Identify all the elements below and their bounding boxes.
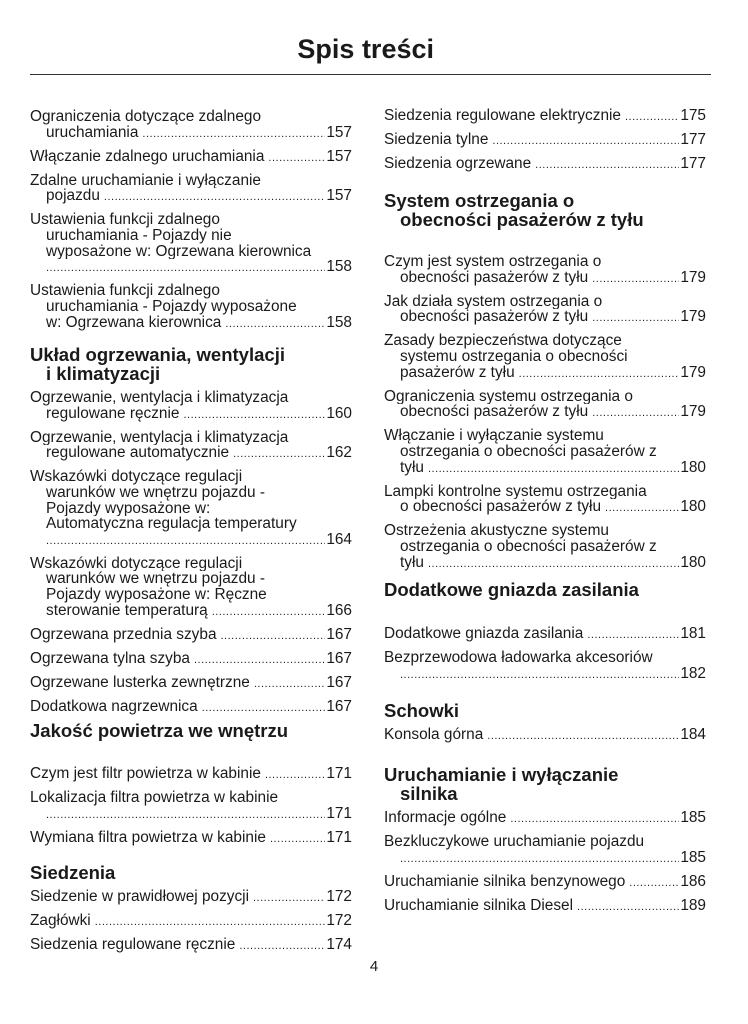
toc-page-number[interactable]: 167: [326, 650, 352, 667]
dot-leader: [577, 900, 679, 916]
toc-entry-last-line: [30, 675, 352, 693]
toc-page-number[interactable]: 180: [680, 499, 706, 516]
dot-leader: [592, 311, 679, 327]
toc-entry-text: tyłu: [400, 554, 424, 571]
toc-entry-line: Zdalne uruchamianie i wyłączanie: [30, 172, 261, 189]
toc-page-number[interactable]: 162: [326, 445, 352, 462]
toc-entry-text: Dodatkowe gniazda zasilania: [384, 626, 584, 642]
toc-entry-line: Ogrzewanie, wentylacja i klimatyzacja: [30, 429, 289, 446]
toc-entry-last-line: [30, 830, 352, 848]
toc-entry-last-line: [384, 404, 706, 422]
toc-entry[interactable]: [384, 626, 706, 644]
dot-leader: [592, 406, 679, 422]
dot-leader: [428, 557, 679, 573]
toc-entry-text: Dodatkowa nagrzewnica: [30, 699, 198, 715]
dot-leader: [400, 668, 679, 684]
toc-entry[interactable]: [30, 173, 352, 206]
toc-entry-line: ostrzegania o obecności pasażerów z: [400, 443, 657, 460]
toc-page-number[interactable]: 157: [326, 124, 352, 141]
toc-entry-line: Jak działa system ostrzegania o: [384, 293, 603, 310]
toc-page-number[interactable]: 179: [680, 269, 706, 286]
toc-entry-last-line: [30, 445, 352, 463]
toc-page-number[interactable]: 174: [326, 937, 352, 954]
toc-page-number[interactable]: 172: [326, 913, 352, 930]
toc-entry-last-line: [384, 460, 706, 478]
toc-entry-text: pojazdu: [46, 188, 100, 205]
toc-entry-line: Bezkluczykowe uruchamianie pojazdu: [384, 834, 645, 850]
toc-page-number[interactable]: 179: [680, 404, 706, 421]
toc-entry[interactable]: [384, 484, 706, 517]
toc-entry-text: Czym jest filtr powietrza w kabinie: [30, 766, 261, 782]
toc-entry[interactable]: [384, 333, 706, 382]
toc-page-number[interactable]: 167: [326, 626, 352, 643]
toc-entry-last-line: [30, 627, 352, 645]
toc-entry-line: uruchamiania - Pojazdy wyposażone: [46, 298, 297, 315]
toc-entry-last-line: [384, 309, 706, 327]
toc-page-number[interactable]: 158: [326, 314, 352, 331]
toc-page-number[interactable]: 172: [326, 889, 352, 905]
toc-entry-line: Ograniczenia dotyczące zdalnego: [30, 109, 262, 125]
toc-entry-last-line: [30, 937, 352, 955]
toc-section: [30, 721, 352, 854]
toc-page-number[interactable]: 164: [326, 531, 352, 548]
section-heading: [30, 345, 352, 390]
toc-entry-text: Konsola górna: [384, 727, 484, 743]
toc-entry-text: Ogrzewane lusterka zewnętrzne: [30, 674, 250, 691]
section-heading-line: silnika: [400, 783, 458, 804]
toc-entry[interactable]: [384, 389, 706, 422]
toc-page-number[interactable]: 189: [680, 897, 706, 914]
toc-entry-last-line: [30, 889, 352, 907]
toc-entry-text: Uruchamianie silnika benzynowego: [384, 873, 626, 890]
page-title-text: Spis treści: [297, 34, 434, 64]
toc-entry-last-line: [30, 766, 352, 784]
toc-entry-line: Czym jest system ostrzegania o: [384, 254, 602, 270]
toc-entry[interactable]: [30, 699, 352, 717]
section-heading-line: Siedzenia: [30, 862, 116, 883]
section-heading-line: Schowki: [384, 700, 460, 721]
toc-entry-last-line: [30, 806, 352, 824]
toc-entry-line: Bezprzewodowa ładowarka akcesoriów: [384, 650, 653, 666]
toc-entry-last-line: [30, 315, 352, 333]
toc-section: [384, 701, 706, 751]
toc-entry-text: Siedzenia tylne: [384, 132, 489, 149]
dot-leader: [202, 701, 326, 717]
dot-leader: [194, 653, 325, 669]
toc-entry-text: obecności pasażerów z tyłu: [400, 404, 589, 421]
section-heading: [384, 191, 706, 254]
toc-page-number[interactable]: 166: [326, 602, 352, 619]
section-heading: [30, 863, 352, 889]
toc-entry-last-line: [384, 132, 706, 150]
toc-entry-last-line: [384, 156, 706, 174]
toc-entry-line: Ogrzewanie, wentylacja i klimatyzacja: [30, 390, 289, 406]
toc-section: [30, 345, 352, 723]
toc-section: [384, 191, 706, 579]
section-heading-line: System ostrzegania o: [384, 190, 575, 211]
dot-leader: [487, 729, 679, 745]
toc-entry[interactable]: [30, 469, 352, 549]
toc-entry[interactable]: [30, 651, 352, 669]
toc-entry-last-line: [384, 898, 706, 916]
toc-page-number[interactable]: 157: [326, 188, 352, 205]
toc-entry-line: warunków we wnętrzu pojazdu -: [46, 571, 265, 588]
toc-entry[interactable]: [384, 810, 706, 828]
toc-entry-last-line: [384, 666, 706, 684]
toc-entry[interactable]: [30, 830, 352, 848]
toc-entry-last-line: [30, 532, 352, 550]
dot-leader: [221, 629, 326, 645]
dot-leader: [605, 501, 679, 517]
toc-entry-text: obecności pasażerów z tyłu: [400, 269, 589, 286]
toc-page-number[interactable]: 167: [326, 699, 352, 715]
dot-leader: [519, 367, 680, 383]
toc-entry-text: regulowane ręcznie: [46, 405, 180, 422]
toc-entry[interactable]: [30, 937, 352, 955]
toc-page-number[interactable]: 181: [680, 626, 706, 642]
toc-entry-text: uruchamiania: [46, 124, 139, 141]
toc-entry[interactable]: [384, 254, 706, 287]
dot-leader: [492, 134, 679, 150]
dot-leader: [104, 190, 325, 206]
dot-leader: [254, 677, 325, 693]
section-heading-line: Uruchamianie i wyłączanie: [384, 764, 619, 785]
dot-leader: [270, 832, 325, 848]
toc-entry-text: Informacje ogólne: [384, 810, 507, 826]
toc-entry[interactable]: [384, 156, 706, 174]
toc-entry-text: Siedzenia ogrzewane: [384, 156, 532, 173]
toc-entry[interactable]: [384, 523, 706, 572]
toc-entry-last-line: [30, 188, 352, 206]
toc-entry-text: Włączanie zdalnego uruchamiania: [30, 148, 265, 165]
toc-entry-line: Ostrzeżenia akustyczne systemu: [384, 523, 609, 539]
page-title: [0, 34, 732, 65]
toc-entry-last-line: [30, 699, 352, 717]
toc-entry-last-line: [384, 555, 706, 573]
toc-entry-line: Ustawienia funkcji zdalnego: [30, 283, 220, 299]
section-heading: [384, 765, 706, 810]
toc-entry-text: regulowane automatycznie: [46, 445, 230, 462]
toc-entry-text: obecności pasażerów z tyłu: [400, 309, 589, 326]
toc-entry-line: warunków we wnętrzu pojazdu -: [46, 484, 265, 501]
toc-entry[interactable]: [384, 834, 706, 867]
toc-entry[interactable]: [384, 294, 706, 327]
toc-entry[interactable]: [384, 727, 706, 745]
toc-page-number[interactable]: 160: [326, 405, 352, 422]
toc-entry[interactable]: [384, 650, 706, 683]
toc-page-number[interactable]: 185: [680, 849, 706, 866]
dot-leader: [428, 462, 679, 478]
dot-leader: [46, 808, 325, 824]
section-heading-line: obecności pasażerów z tyłu: [400, 209, 644, 230]
toc-entry[interactable]: [384, 898, 706, 916]
toc-entry[interactable]: [30, 913, 352, 931]
toc-entry-text: Uruchamianie silnika Diesel: [384, 897, 574, 914]
toc-section: [30, 109, 352, 339]
toc-entry-text: Ogrzewana przednia szyba: [30, 626, 217, 643]
toc-page-number[interactable]: 177: [680, 156, 706, 173]
toc-page-number[interactable]: 171: [326, 829, 352, 846]
toc-entry[interactable]: [30, 109, 352, 142]
toc-entry-line: Pojazdy wyposażone w:: [46, 500, 211, 517]
toc-entry-line: ostrzegania o obecności pasażerów z: [400, 538, 657, 555]
dot-leader: [625, 110, 679, 126]
section-heading-line: Dodatkowe gniazda zasilania: [384, 579, 639, 600]
toc-entry[interactable]: [30, 675, 352, 693]
dot-leader: [95, 915, 326, 931]
dot-leader: [239, 939, 325, 955]
toc-entry-text: Siedzenie w prawidłowej pozycji: [30, 889, 249, 905]
dot-leader: [183, 408, 325, 424]
toc-entry-last-line: [384, 365, 706, 383]
toc-entry-text: tyłu: [400, 459, 424, 476]
toc-page-number[interactable]: 175: [680, 108, 706, 124]
toc-entry-text: Siedzenia regulowane ręcznie: [30, 937, 236, 954]
dot-leader: [510, 812, 679, 828]
dot-leader: [46, 261, 325, 277]
toc-entry-line: Ustawienia funkcji zdalnego: [30, 212, 220, 229]
toc-entry[interactable]: [30, 766, 352, 784]
page-number: 4: [369, 958, 379, 975]
toc-section: [384, 580, 706, 690]
toc-entry-last-line: [30, 406, 352, 424]
toc-entry-last-line: [30, 651, 352, 669]
toc-entry[interactable]: [384, 874, 706, 892]
toc-page-number[interactable]: 185: [680, 810, 706, 826]
toc-entry[interactable]: [30, 627, 352, 645]
toc-page-number[interactable]: 182: [680, 665, 706, 682]
toc-entry[interactable]: [30, 390, 352, 423]
toc-entry-line: systemu ostrzegania o obecności: [400, 348, 628, 365]
toc-entry[interactable]: [30, 149, 352, 167]
toc-page-number[interactable]: 157: [326, 148, 352, 165]
toc-page-number[interactable]: 186: [680, 873, 706, 890]
toc-page-number[interactable]: 158: [326, 259, 352, 276]
toc-entry-text: Wymiana filtra powietrza w kabinie: [30, 829, 266, 846]
section-heading-line: Układ ogrzewania, wentylacji: [30, 344, 285, 365]
toc-entry-last-line: [384, 499, 706, 517]
toc-entry-last-line: [30, 125, 352, 143]
toc-entry[interactable]: [384, 132, 706, 150]
toc-entry[interactable]: [30, 790, 352, 823]
toc-entry[interactable]: [30, 212, 352, 276]
section-heading-line: Jakość powietrza we wnętrzu: [30, 720, 289, 741]
toc-entry-last-line: [30, 913, 352, 931]
toc-entry[interactable]: [30, 430, 352, 463]
toc-page-number[interactable]: 179: [680, 309, 706, 326]
toc-section: [30, 863, 352, 961]
toc-entry-last-line: [30, 259, 352, 277]
dot-leader: [46, 534, 325, 550]
dot-leader: [400, 852, 679, 868]
toc-entry-last-line: [384, 810, 706, 828]
toc-entry-last-line: [384, 626, 706, 644]
section-heading: [384, 580, 706, 626]
toc-page-number[interactable]: 184: [680, 727, 706, 743]
toc-entry-line: Włączanie i wyłączanie systemu: [384, 428, 604, 444]
dot-leader: [629, 876, 679, 892]
toc-section: [384, 108, 706, 180]
toc-entry[interactable]: [30, 556, 352, 620]
toc-entry-last-line: [30, 603, 352, 621]
toc-page-number[interactable]: 180: [680, 459, 706, 476]
toc-entry-last-line: [384, 270, 706, 288]
toc-entry-text: o obecności pasażerów z tyłu: [400, 499, 602, 516]
toc-entry-text: w: Ogrzewana kierownica: [46, 314, 222, 331]
toc-entry-line: Pojazdy wyposażone w: Ręczne: [46, 587, 267, 603]
toc-entry-last-line: [30, 149, 352, 167]
toc-entry-line: Zasady bezpieczeństwa dotyczące: [384, 333, 622, 349]
toc-entry-text: pasażerów z tyłu: [400, 364, 515, 381]
toc-section: [384, 765, 706, 922]
toc-entry-last-line: [384, 874, 706, 892]
toc-entry[interactable]: [30, 889, 352, 907]
toc-entry-text: sterowanie temperaturą: [46, 602, 208, 619]
toc-page-number[interactable]: 180: [680, 554, 706, 571]
toc-entry-line: Lampki kontrolne systemu ostrzegania: [384, 483, 647, 500]
toc-entry[interactable]: [384, 108, 706, 126]
toc-entry-line: Wskazówki dotyczące regulacji: [30, 555, 243, 572]
toc-entry-last-line: [384, 108, 706, 126]
dot-leader: [265, 768, 325, 784]
section-heading: [384, 701, 706, 727]
toc-page-number[interactable]: 179: [680, 364, 706, 381]
dot-leader: [142, 127, 325, 143]
dot-leader: [253, 891, 325, 907]
toc-entry-line: Automatyczna regulacja temperatury: [46, 516, 297, 532]
toc-entry-last-line: [384, 727, 706, 745]
toc-entry-text: Ogrzewana tylna szyba: [30, 650, 190, 667]
toc-entry-line: Ograniczenia systemu ostrzegania o: [384, 388, 633, 405]
section-heading-line: i klimatyzacji: [46, 363, 161, 384]
dot-leader: [587, 628, 679, 644]
dot-leader: [225, 317, 325, 333]
dot-leader: [212, 605, 326, 621]
toc-entry[interactable]: [384, 428, 706, 477]
toc-page-number[interactable]: 171: [326, 805, 352, 822]
dot-leader: [233, 447, 325, 463]
toc-entry[interactable]: [30, 283, 352, 332]
section-heading: [30, 721, 352, 766]
toc-entry-last-line: [384, 850, 706, 868]
dot-leader: [535, 158, 679, 174]
toc-page-number[interactable]: 167: [326, 674, 352, 691]
title-divider: [30, 74, 711, 75]
toc-page-number[interactable]: 177: [680, 132, 706, 149]
toc-entry-line: Lokalizacja filtra powietrza w kabinie: [30, 790, 279, 806]
dot-leader: [268, 151, 325, 167]
toc-entry-text: Siedzenia regulowane elektrycznie: [384, 108, 621, 124]
toc-entry-line: wyposażone w: Ogrzewana kierownica: [46, 243, 312, 260]
toc-entry-line: Wskazówki dotyczące regulacji: [30, 469, 243, 485]
toc-entry-line: uruchamiania - Pojazdy nie: [46, 228, 232, 244]
toc-entry-text: Zagłówki: [30, 913, 91, 930]
toc-page-number[interactable]: 171: [326, 766, 352, 782]
dot-leader: [592, 272, 679, 288]
